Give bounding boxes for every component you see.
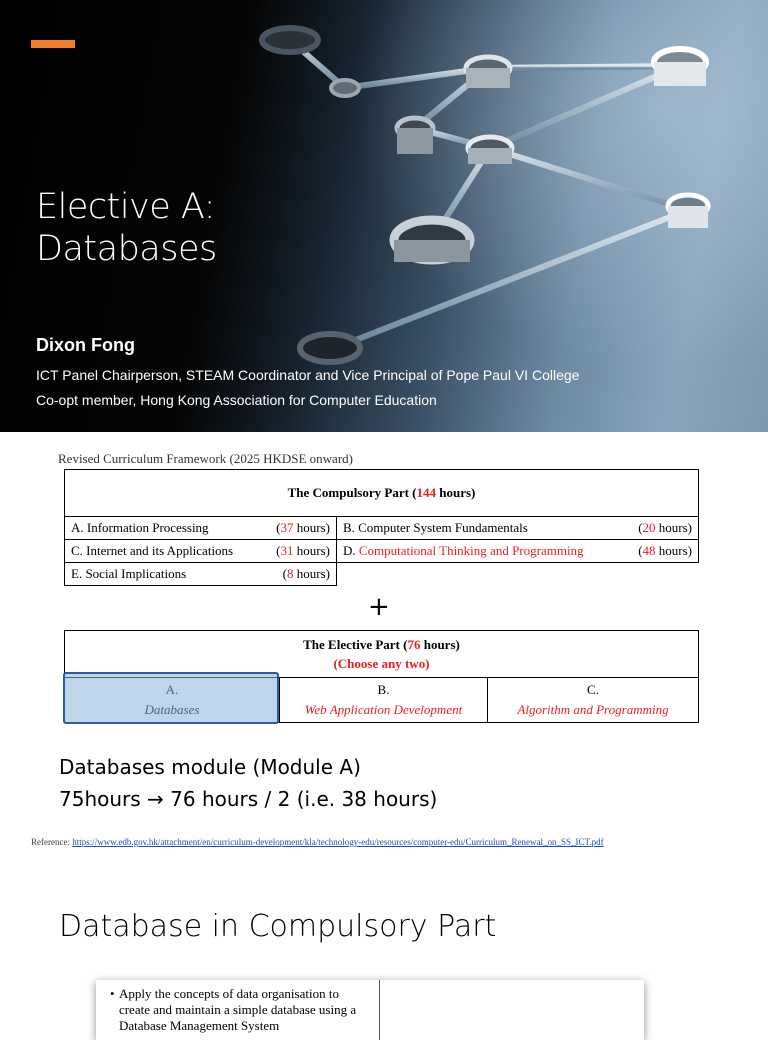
table-cell (65, 563, 337, 586)
module-label: B. Computer System Fundamentals (342, 520, 528, 535)
option-letter: B. (377, 682, 390, 697)
empty-cell (336, 563, 698, 586)
excerpt-text: Apply the concepts of data organisation to create and maintain a simple database using a Database Management System (118, 986, 357, 1033)
bullet: • (110, 986, 115, 1001)
option-letter: C. (587, 682, 599, 697)
compulsory-header-prefix: The Compulsory Part ( (287, 485, 417, 500)
reference-line (31, 837, 604, 847)
reference-label: Reference: (31, 837, 73, 847)
syllabus-excerpt (96, 980, 644, 1040)
choose-any-two: (Choose any two) (333, 656, 430, 671)
elective-hours: 76 (407, 637, 421, 652)
elective-header (65, 631, 699, 678)
accent-bar (31, 40, 75, 48)
slide-title (36, 186, 217, 270)
title-line-1: Elective A: (36, 187, 216, 227)
author-role-2: Co-opt member, Hong Kong Association for Computer Education (36, 392, 437, 408)
elective-header-prefix: The Elective Part ( (303, 637, 408, 652)
author-role-1: ICT Panel Chairperson, STEAM Coordinator and Vice Principal of Pope Paul VI College (36, 367, 580, 383)
elective-header-suffix: hours) (420, 637, 460, 652)
module-label: C. Internet and its Applications (71, 543, 234, 558)
module-label: E. Social Implications (71, 566, 187, 581)
option-name: Algorithm and Programming (517, 702, 669, 717)
slide3-title: Database in Compulsory Part (59, 909, 497, 944)
reference-link[interactable]: https://www.edb.gov.hk/attachment/en/curriculum-development/kla/technology-edu/resources/computer-edu/Curriculum_Renewal_on_SS_ICT.pdf (72, 837, 604, 847)
table-cell (336, 517, 698, 540)
module-label: D. Computational Thinking and Programming (342, 543, 584, 558)
excerpt-cell (96, 980, 380, 1040)
compulsory-header (65, 470, 699, 517)
table-cell (336, 540, 698, 563)
compulsory-header-suffix: hours) (436, 485, 476, 500)
module-hours: (48 hours) (638, 543, 692, 558)
table-cell (65, 517, 337, 540)
elective-option-web (280, 678, 488, 723)
module-line-1: Databases module (Module A) (59, 755, 361, 779)
module-hours: (8 hours) (282, 566, 330, 581)
compulsory-part-table (64, 469, 699, 586)
plus-sign: + (368, 592, 390, 622)
compulsory-hours: 144 (416, 485, 437, 500)
title-slide (0, 0, 768, 432)
databases-highlight (63, 672, 279, 724)
author-name: Dixon Fong (36, 335, 135, 355)
module-hours: (31 hours) (276, 543, 330, 558)
option-name: Web Application Development (304, 702, 463, 717)
module-hours: (37 hours) (276, 520, 330, 535)
module-line-2: 75hours → 76 hours / 2 (i.e. 38 hours) (59, 787, 438, 811)
title-line-2: Databases (36, 229, 217, 269)
module-hours: (20 hours) (638, 520, 692, 535)
table-cell (65, 540, 337, 563)
elective-option-algorithm (488, 678, 699, 723)
framework-caption: Revised Curriculum Framework (2025 HKDSE onward) (58, 451, 353, 466)
module-label: A. Information Processing (71, 520, 209, 535)
